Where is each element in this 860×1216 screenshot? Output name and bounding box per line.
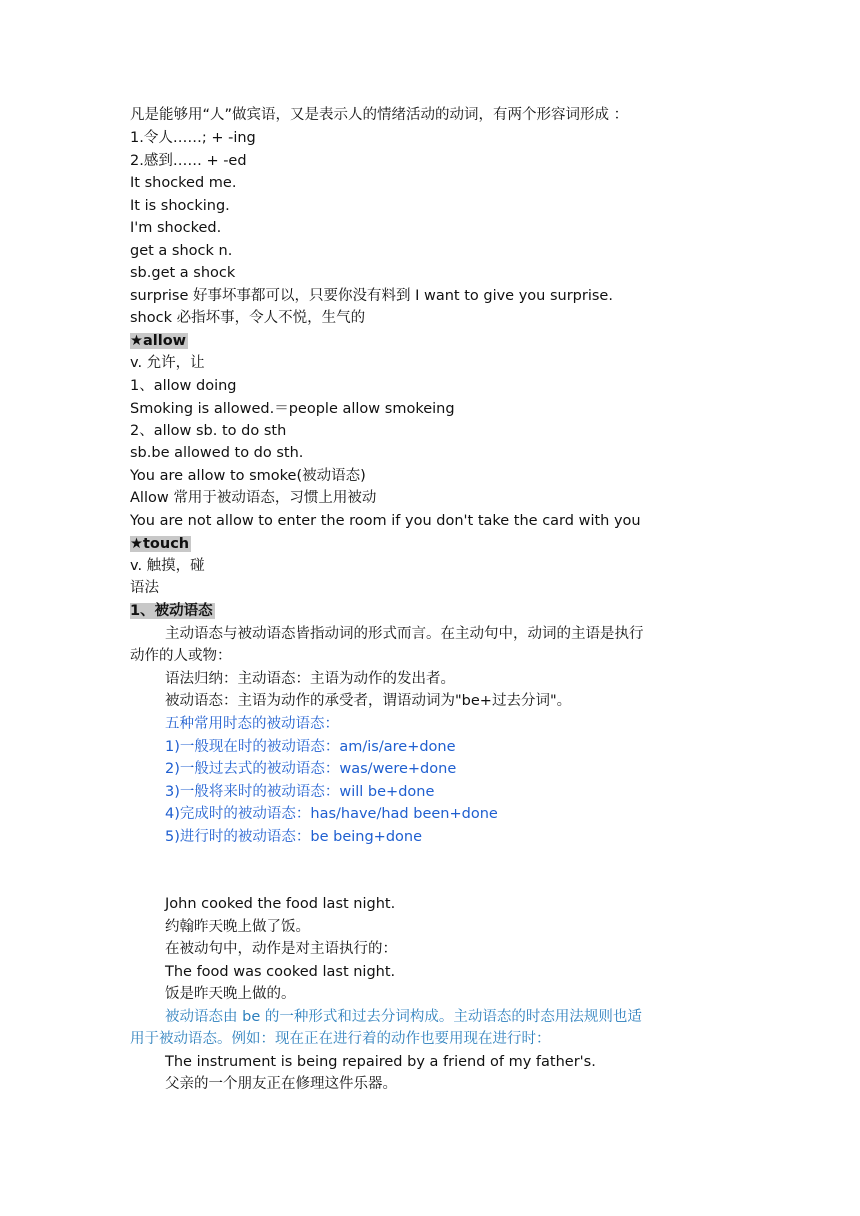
translation-text: 父亲的一个朋友正在修理这件乐器。	[165, 1076, 397, 1092]
list-item: 1.令人……; + -ing	[130, 130, 256, 146]
translation-text: 约翰昨天晚上做了饭。	[165, 919, 310, 935]
tense-list-item: 3)一般将来时的被动语态：will be+done	[165, 784, 435, 800]
example-sentence: The instrument is being repaired by a friend of my father's.	[165, 1054, 596, 1070]
note-text: surprise 好事坏事都可以，只要你没有料到 I want to give you surprise.	[130, 288, 613, 304]
vocab-heading-label: ★touch	[130, 536, 190, 552]
note-text: Allow 常用于被动语态，习惯上用被动	[130, 490, 377, 506]
example-sentence: You are not allow to enter the room if you don't take the card with you	[130, 513, 641, 529]
paragraph-text: 被动语态：主语为动作的承受者，谓语动词为"be+过去分词"。	[165, 693, 572, 709]
vocab-heading-allow	[130, 331, 188, 351]
definition-text: v. 允许，让	[130, 355, 205, 371]
example-sentence: The food was cooked last night.	[165, 964, 396, 980]
paragraph-text: 用于被动语态。例如：现在正在进行着的动作也要用现在进行时：	[130, 1031, 551, 1047]
tense-list-item: 1)一般现在时的被动语态：am/is/are+done	[165, 739, 456, 755]
paragraph-text: 被动语态由 be 的一种形式和过去分词构成。主动语态的时态用法规则也适	[165, 1009, 642, 1025]
list-item: 2、allow sb. to do sth	[130, 423, 287, 439]
list-item: 1、allow doing	[130, 378, 237, 394]
paragraph-text: 语法归纳：主动语态：主语为动作的发出者。	[165, 671, 455, 687]
grammar-heading-label: 1、被动语态	[130, 603, 213, 619]
grammar-heading	[130, 601, 215, 621]
example-sentence: sb.get a shock	[130, 265, 236, 281]
tense-list-item: 5)进行时的被动语态：be being+done	[165, 829, 422, 845]
paragraph-text: 主动语态与被动语态皆指动词的形式而言。在主动句中，动词的主语是执行	[165, 626, 644, 642]
example-sentence: It is shocking.	[130, 198, 230, 214]
tense-list-item: 2)一般过去式的被动语态：was/were+done	[165, 761, 457, 777]
list-item: 2.感到…… + -ed	[130, 153, 247, 169]
paragraph-text: 在被动句中，动作是对主语执行的：	[165, 941, 397, 957]
paragraph-text: 动作的人或物：	[130, 648, 232, 664]
intro-text: 凡是能够用“人”做宾语，又是表示人的情绪活动的动词，有两个形容词形成 ：	[130, 107, 629, 123]
example-sentence: sb.be allowed to do sth.	[130, 445, 304, 461]
translation-text: 饭是昨天晚上做的。	[165, 986, 296, 1002]
example-sentence: Smoking is allowed.＝people allow smokeing	[130, 401, 455, 417]
vocab-heading-label: ★allow	[130, 333, 187, 349]
example-sentence: It shocked me.	[130, 175, 237, 191]
section-label: 语法	[130, 580, 159, 596]
example-sentence: John cooked the food last night.	[165, 896, 396, 912]
tense-list-item: 4)完成时的被动语态：has/have/had been+done	[165, 806, 498, 822]
vocab-heading-touch	[130, 534, 191, 554]
note-text: shock 必指坏事，令人不悦，生气的	[130, 310, 366, 326]
definition-text: v. 触摸，碰	[130, 558, 205, 574]
example-sentence: You are allow to smoke(被动语态)	[130, 468, 366, 484]
example-sentence: I'm shocked.	[130, 220, 222, 236]
tense-list-title: 五种常用时态的被动语态：	[165, 716, 339, 732]
example-sentence: get a shock n.	[130, 243, 233, 259]
